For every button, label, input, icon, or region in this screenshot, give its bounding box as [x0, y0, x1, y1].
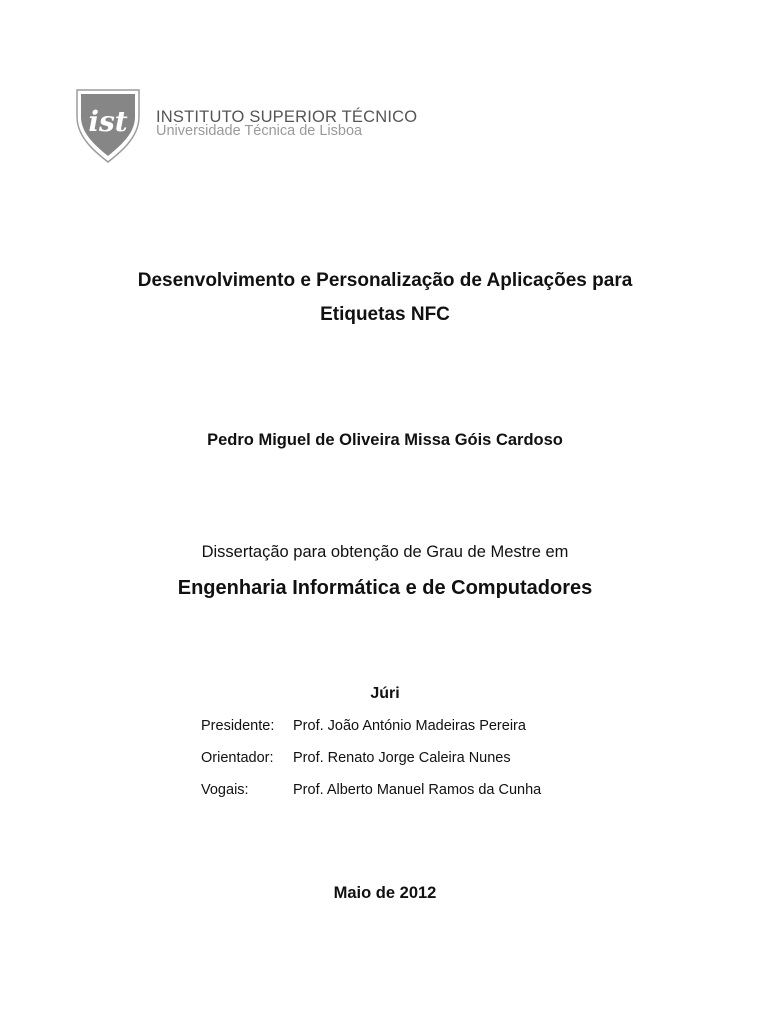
jury-role: Vogais: [201, 782, 249, 798]
thesis-title-line-2: Etiquetas NFC [320, 304, 450, 325]
jury-heading: Júri [370, 685, 400, 702]
jury-member-name: Prof. João António Madeiras Pereira [293, 718, 526, 734]
degree-name: Engenharia Informática e de Computadores [177, 577, 593, 599]
jury-member-name: Prof. Alberto Manuel Ramos da Cunha [293, 782, 542, 798]
ist-shield-logo [76, 89, 140, 163]
submission-date: Maio de 2012 [333, 884, 437, 902]
ist-logo-monogram: ist [88, 105, 128, 138]
university-name: Universidade Técnica de Lisboa [156, 123, 363, 139]
degree-intro: Dissertação para obtenção de Grau de Mestre em [201, 543, 569, 561]
thesis-title-line-1: Desenvolvimento e Personalização de Aplicações para [137, 270, 633, 291]
jury-member-name: Prof. Renato Jorge Caleira Nunes [293, 750, 511, 766]
author-name: Pedro Miguel de Oliveira Missa Góis Cardoso [207, 431, 563, 449]
jury-role: Presidente: [201, 718, 275, 734]
jury-role: Orientador: [201, 750, 274, 766]
institution-name: INSTITUTO SUPERIOR TÉCNICO [156, 108, 418, 126]
